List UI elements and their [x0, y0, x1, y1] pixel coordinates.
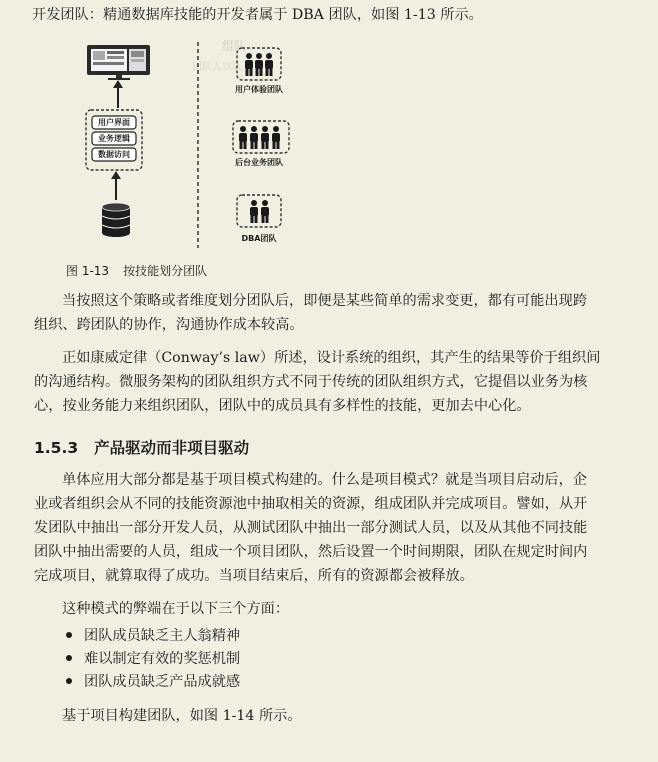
person-icon — [261, 126, 269, 149]
bullet-icon — [66, 632, 72, 638]
para1-line: 当按照这个策略或者维度划分团队后，即便是某些简单的需求变更，都有可能出现跨 — [62, 293, 587, 309]
bullet-icon — [66, 655, 72, 661]
person-icon — [239, 126, 247, 149]
database-icon — [102, 203, 130, 237]
bullet-icon — [66, 678, 72, 684]
figure-1-13 — [0, 0, 658, 262]
section-heading — [34, 436, 249, 458]
team-label-dba: DBA团队 — [241, 234, 277, 243]
caption-text: 按技能划分团队 — [123, 264, 208, 278]
para3-line: 业或者组织会从不同的技能资源池中抽取相关的资源，组成团队并完成项目。譬如，从开 — [34, 496, 588, 512]
caption-number: 图 1-13 — [66, 264, 110, 278]
list-item — [66, 625, 240, 645]
person-icon — [245, 53, 253, 76]
para5: 基于项目构建团队，如图 1-14 所示。 — [62, 708, 302, 724]
person-icon — [250, 126, 258, 149]
svg-text:组队: 组队 — [222, 39, 247, 53]
para1-line: 组织、跨团队的协作，沟通协作成本较高。 — [34, 317, 304, 333]
person-icon — [265, 53, 273, 76]
figure-box-label-logic: 业务逻辑 — [98, 134, 130, 143]
person-icon — [261, 200, 269, 223]
list-item-text: 团队成员缺乏产品成就感 — [84, 674, 241, 690]
person-icon — [272, 126, 280, 149]
list-item — [66, 671, 240, 691]
section-number: 1.5.3 — [34, 439, 79, 457]
section-title: 产品驱动而非项目驱动 — [94, 439, 250, 457]
para2-line: 心，按业务能力来组织团队，团队中的成员具有多样性的技能，更加去中心化。 — [34, 398, 531, 414]
para2-line: 正如康威定律（Conway’s law）所述，设计系统的组织，其产生的结果等价于组织间 — [62, 350, 601, 366]
monitor-icon — [87, 45, 150, 80]
person-icon — [255, 53, 263, 76]
para3-line: 完成项目，就算取得了成功。当项目结束后，所有的资源都会被释放。 — [34, 568, 474, 584]
para2-line: 的沟通结构。微服务架构的团队组织方式不同于传统的团队组织方式，它提倡以业务为核 — [34, 374, 588, 390]
figure-caption — [66, 262, 207, 279]
top-line: 开发团队：精通数据库技能的开发者属于 DBA 团队，如图 1-13 所示。 — [32, 7, 483, 23]
para3-line: 发团队中抽出一部分开发人员，从测试团队中抽出一部分测试人员，以及从其他不同技能 — [34, 520, 588, 536]
para4: 这种模式的弊端在于以下三个方面： — [62, 601, 290, 617]
team-label-ux: 用户体验团队 — [235, 85, 283, 94]
figure-box-label-ui: 用户界面 — [98, 118, 130, 127]
team-label-backend: 后台业务团队 — [235, 158, 283, 167]
person-icon — [250, 200, 258, 223]
para3-line: 团队中抽出需要的人员，组成一个项目团队，然后设置一个时间期限，团队在规定时间内 — [34, 544, 588, 560]
svg-text:团队人以队: 团队人以队 — [192, 62, 242, 73]
list-item — [66, 648, 240, 668]
list-item-text: 团队成员缺乏主人翁精神 — [84, 628, 241, 644]
list-item-text: 难以制定有效的奖惩机制 — [84, 651, 241, 667]
figure-box-label-data: 数据访问 — [98, 150, 130, 159]
para3-line: 单体应用大部分都是基于项目模式构建的。什么是项目模式？就是当项目启动后，企 — [62, 472, 587, 488]
